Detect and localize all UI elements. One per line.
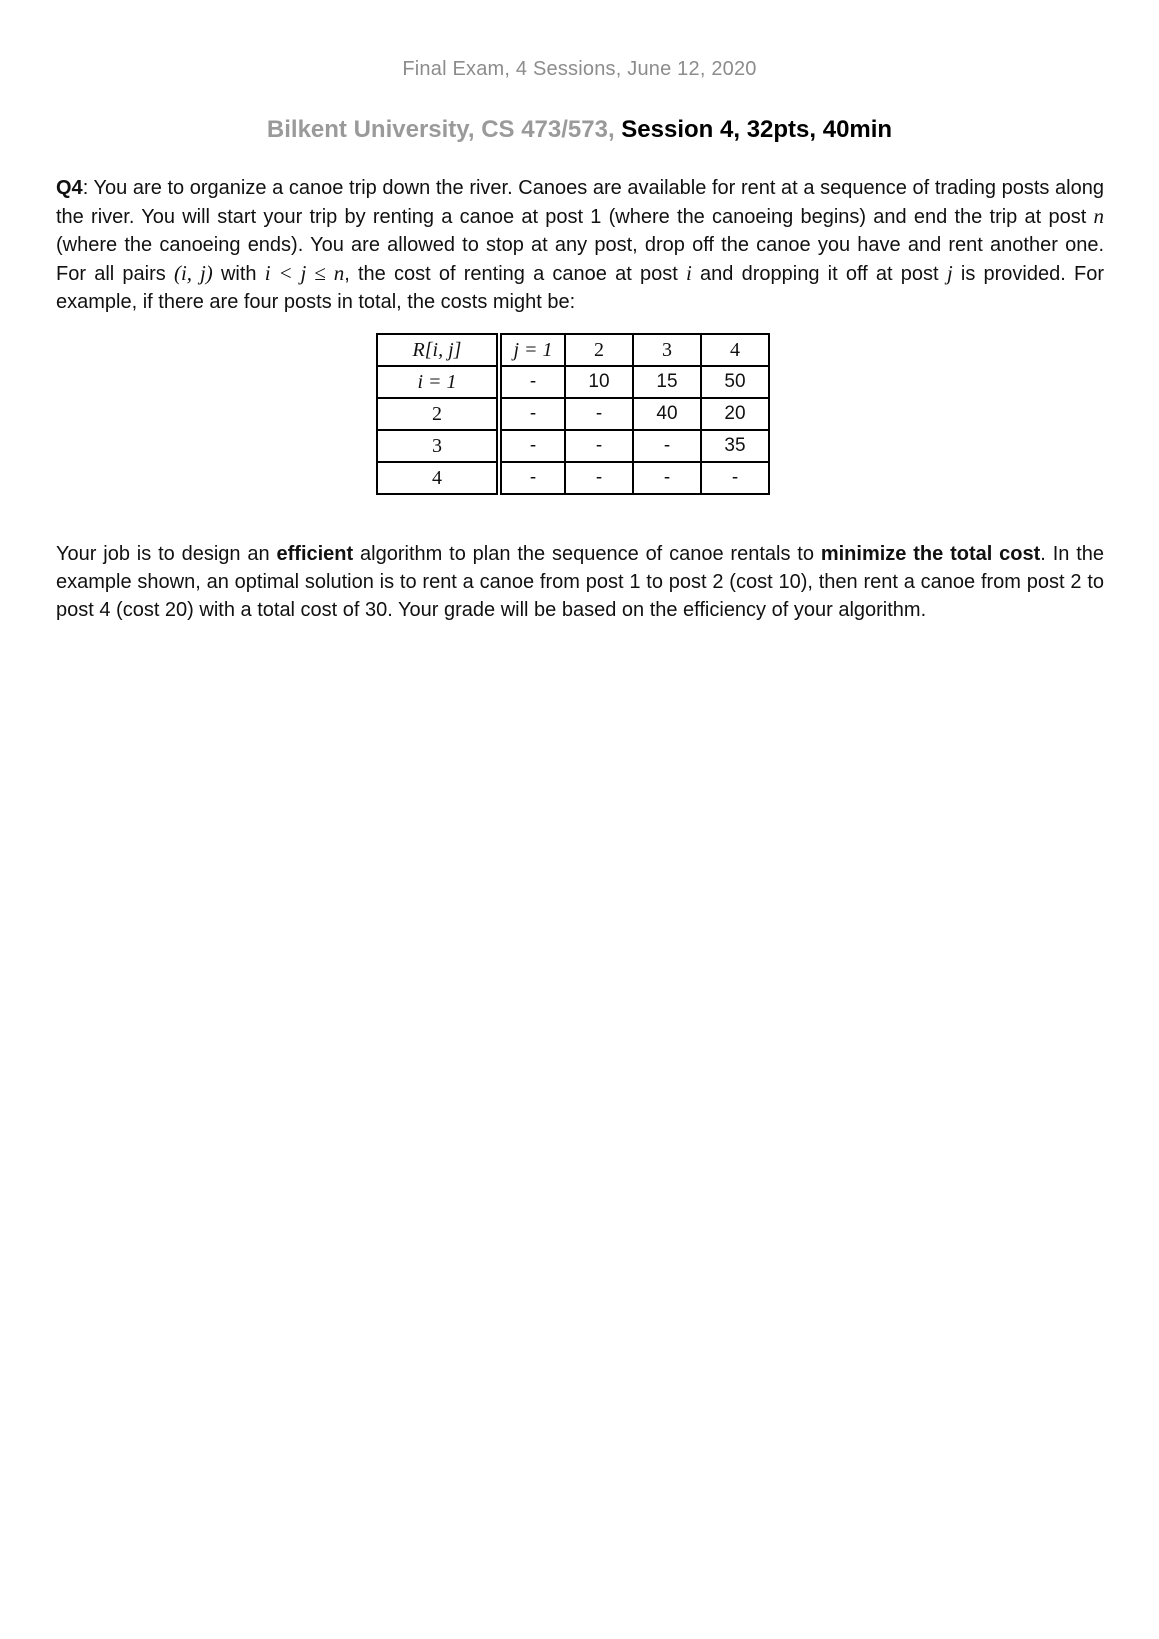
question-part-1: : You are to organize a canoe trip down the river. Canoes are available for rent at a sequence of trading posts along the river. You will start your trip by renting a canoe at post 1 (where the canoeing begins) and end the trip at post (56, 177, 1104, 228)
table-cell: - (565, 398, 633, 430)
table-cell: - (701, 462, 769, 494)
job-part-3: . In the example shown, an optimal solution is to rent a canoe from post 1 to post 2 (cost 10), then rent a canoe from post 2 to post 4 (cost 20) with a total cost of 30. Your grade will be based on the efficiency of your algorithm. (56, 543, 1105, 621)
row-label-4: 4 (377, 462, 499, 494)
table-cell: 35 (701, 430, 769, 462)
job-description (56, 540, 1104, 624)
table-cell: - (565, 430, 633, 462)
col-header-4: 4 (701, 334, 769, 366)
university-course: Bilkent University, CS 473/573, (266, 116, 615, 143)
table-cell: 40 (633, 398, 701, 430)
job-bold-efficient: efficient (276, 543, 354, 565)
job-part-1: Your job is to design an (56, 543, 270, 565)
col-header-2: 2 (565, 334, 633, 366)
row-label-2: 2 (377, 398, 499, 430)
row-label-1: i = 1 (377, 366, 499, 398)
table-header-row (377, 334, 769, 366)
table-cell: 20 (701, 398, 769, 430)
table-row (377, 366, 769, 398)
table-cell: - (565, 462, 633, 494)
session-info: Session 4, 32pts, 40min (621, 116, 893, 143)
table-cell: - (633, 462, 701, 494)
table-row (377, 398, 769, 430)
col-header-3: 3 (633, 334, 701, 366)
table-cell: 10 (565, 366, 633, 398)
question-label: Q4 (56, 177, 83, 199)
question-part-3: with (220, 263, 257, 285)
job-part-2: algorithm to plan the sequence of canoe rentals to (360, 543, 814, 565)
table-corner: R[i, j] (377, 334, 499, 366)
question-text (56, 174, 1104, 316)
session-title (0, 116, 1159, 144)
cost-table (376, 333, 770, 495)
math-pair: (i, j) (173, 261, 213, 285)
math-j: j (946, 261, 953, 285)
table-cell: - (499, 462, 565, 494)
table-cell: - (633, 430, 701, 462)
question-part-2: (where the canoeing ends). You are allowed to stop at any post, drop off the canoe you have and rent another one. For all pairs (56, 234, 1104, 285)
math-condition: i < j ≤ n (264, 261, 345, 285)
math-n: n (1093, 204, 1104, 228)
table-cell: 15 (633, 366, 701, 398)
table-row (377, 430, 769, 462)
exam-header: Final Exam, 4 Sessions, June 12, 2020 (402, 58, 757, 80)
table-cell: - (499, 398, 565, 430)
math-i: i (686, 261, 692, 285)
table-row (377, 462, 769, 494)
table-cell: 50 (701, 366, 769, 398)
col-header-1: j = 1 (499, 334, 565, 366)
job-bold-minimize: minimize the total cost (820, 543, 1041, 565)
table-cell: - (499, 366, 565, 398)
question-part-4: , the cost of renting a canoe at post (344, 263, 678, 285)
question-part-5: and dropping it off at post (700, 263, 939, 285)
row-label-3: 3 (377, 430, 499, 462)
question-part-6: is provided. For example, if there are four posts in total, the costs might be: (56, 263, 1104, 313)
table-cell: - (499, 430, 565, 462)
